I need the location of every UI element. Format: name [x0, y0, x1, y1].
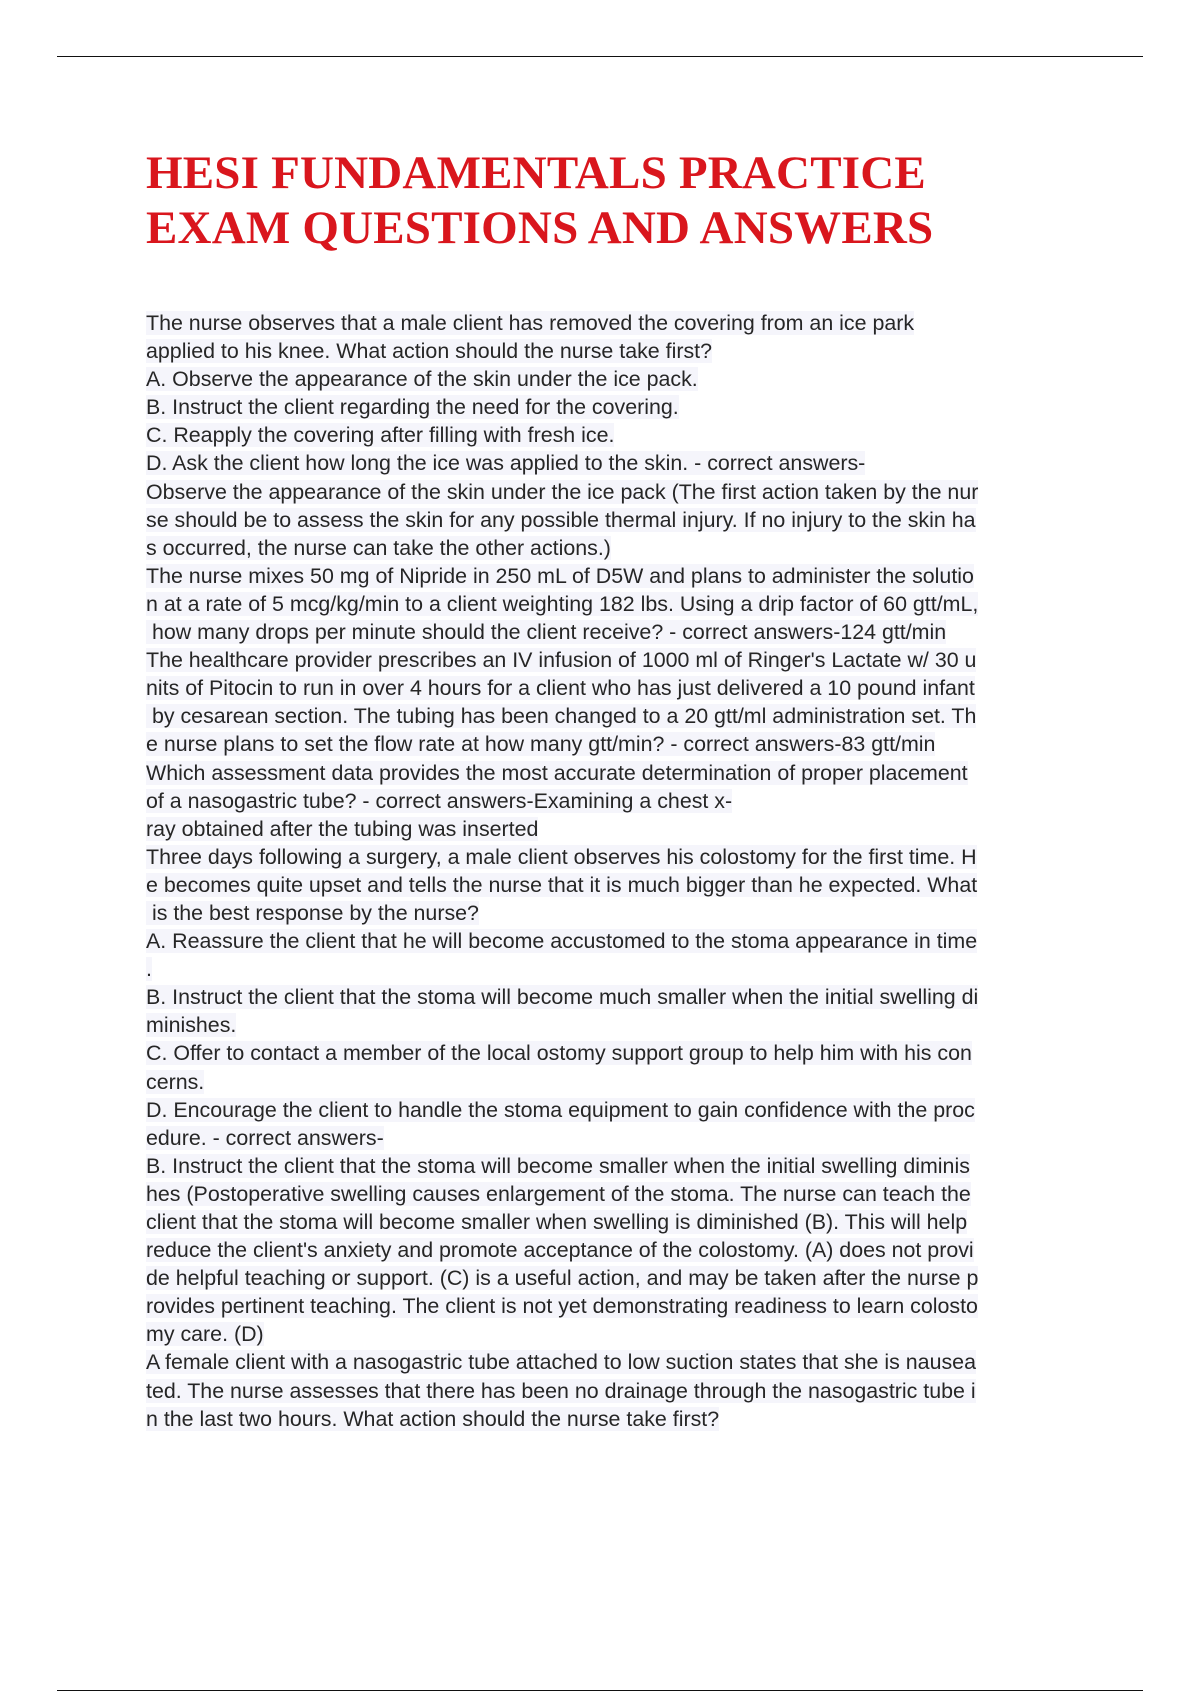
text-line-content: cerns.	[146, 1069, 205, 1094]
text-line-content: ray obtained after the tubing was inserted	[146, 816, 539, 841]
text-line-content: n the last two hours. What action should the nurse take first?	[146, 1406, 720, 1431]
text-line	[146, 730, 1091, 758]
text-line-content: se should be to assess the skin for any possible thermal injury. If no injury to the skin ha	[146, 507, 976, 532]
text-line	[146, 1292, 1091, 1320]
text-line	[146, 618, 1091, 646]
text-line	[146, 1011, 1091, 1039]
text-line-content: The healthcare provider prescribes an IV infusion of 1000 ml of Ringer's Lactate w/ 30 u	[146, 648, 977, 673]
text-line	[146, 1320, 1091, 1348]
text-line	[146, 899, 1091, 927]
text-line-content: is the best response by the nurse?	[146, 900, 479, 925]
text-line	[146, 309, 1091, 337]
document-body	[146, 309, 1091, 1433]
text-line-content: reduce the client's anxiety and promote acceptance of the colostomy. (A) does not provi	[146, 1238, 974, 1263]
text-line-content: B. Instruct the client that the stoma will become much smaller when the initial swelling di	[146, 985, 979, 1010]
text-line-content: hes (Postoperative swelling causes enlargement of the stoma. The nurse can teach the	[146, 1181, 971, 1206]
text-line-content: The nurse observes that a male client has removed the covering from an ice park	[146, 311, 915, 335]
text-line	[146, 506, 1091, 534]
text-line	[146, 983, 1091, 1011]
text-line-content: Observe the appearance of the skin under the ice pack (The first action taken by the nur	[146, 479, 979, 504]
text-line-content: .	[146, 957, 152, 982]
text-line	[146, 337, 1091, 365]
text-line-content: s occurred, the nurse can take the other actions.)	[146, 535, 611, 560]
text-line	[146, 1068, 1091, 1096]
text-line	[146, 871, 1091, 899]
text-line-content: nits of Pitocin to run in over 4 hours for a client who has just delivered a 10 pound infant	[146, 676, 975, 701]
text-line-content: D. Ask the client how long the ice was applied to the skin. - correct answers-	[146, 451, 866, 476]
text-line	[146, 843, 1091, 871]
text-line	[146, 365, 1091, 393]
title-line-1: HESI FUNDAMENTALS PRACTICE	[146, 147, 926, 199]
text-line	[146, 1180, 1091, 1208]
text-line	[146, 590, 1091, 618]
text-line-content: A. Reassure the client that he will become accustomed to the stoma appearance in time	[146, 929, 978, 954]
text-line	[146, 1039, 1091, 1067]
text-line-content: rovides pertinent teaching. The client is not yet demonstrating readiness to learn colosto	[146, 1294, 978, 1319]
footer-rule	[57, 1690, 1143, 1691]
text-line-content: e becomes quite upset and tells the nurse that it is much bigger than he expected. What	[146, 872, 978, 897]
text-line	[146, 955, 1091, 983]
document-title	[146, 146, 1106, 256]
text-line-content: minishes.	[146, 1013, 237, 1038]
text-line-content: de helpful teaching or support. (C) is a useful action, and may be taken after the nurse p	[146, 1266, 979, 1291]
text-line-content: my care. (D)	[146, 1322, 264, 1347]
text-line-content: B. Instruct the client regarding the need for the covering.	[146, 395, 679, 420]
text-line-content: A. Observe the appearance of the skin under the ice pack.	[146, 367, 698, 392]
text-line-content: Three days following a surgery, a male client observes his colostomy for the first time. H	[146, 844, 977, 869]
text-line	[146, 478, 1091, 506]
text-line-content: C. Offer to contact a member of the local ostomy support group to help him with his con	[146, 1041, 972, 1066]
text-line	[146, 1152, 1091, 1180]
text-line	[146, 1377, 1091, 1405]
text-line	[146, 702, 1091, 730]
text-line	[146, 449, 1091, 477]
text-line	[146, 815, 1091, 843]
text-line-content: C. Reapply the covering after filling with fresh ice.	[146, 423, 615, 448]
text-line	[146, 1124, 1091, 1152]
text-line	[146, 1236, 1091, 1264]
text-line-content: A female client with a nasogastric tube attached to low suction states that she is nausea	[146, 1350, 976, 1375]
text-line-content: e nurse plans to set the flow rate at how many gtt/min? - correct answers-83 gtt/min	[146, 732, 936, 757]
title-line-2: EXAM QUESTIONS AND ANSWERS	[146, 202, 934, 254]
text-line-content: applied to his knee. What action should the nurse take first?	[146, 339, 712, 364]
text-line	[146, 1405, 1091, 1433]
text-line-content: D. Encourage the client to handle the stoma equipment to gain confidence with the proc	[146, 1097, 975, 1122]
text-line	[146, 787, 1091, 815]
text-line	[146, 1096, 1091, 1124]
text-line-content: n at a rate of 5 mcg/kg/min to a client weighting 182 lbs. Using a drip factor of 60 gtt/mL,	[146, 591, 979, 616]
text-line-content: edure. - correct answers-	[146, 1125, 384, 1150]
text-line	[146, 927, 1091, 955]
header-rule	[57, 56, 1143, 57]
text-line	[146, 562, 1091, 590]
text-line	[146, 534, 1091, 562]
text-line-content: ted. The nurse assesses that there has been no drainage through the nasogastric tube i	[146, 1378, 976, 1403]
text-line-content: The nurse mixes 50 mg of Nipride in 250 mL of D5W and plans to administer the solutio	[146, 563, 974, 588]
text-line	[146, 393, 1091, 421]
text-line	[146, 646, 1091, 674]
text-line	[146, 1264, 1091, 1292]
text-line	[146, 1348, 1091, 1376]
text-line	[146, 759, 1091, 787]
text-line-content: B. Instruct the client that the stoma will become smaller when the initial swelling diminis	[146, 1153, 970, 1178]
text-line	[146, 421, 1091, 449]
text-line	[146, 1208, 1091, 1236]
text-line	[146, 674, 1091, 702]
text-line-content: of a nasogastric tube? - correct answers-Examining a chest x-	[146, 788, 733, 813]
text-line-content: Which assessment data provides the most accurate determination of proper placement	[146, 760, 968, 785]
text-line-content: how many drops per minute should the client receive? - correct answers-124 gtt/min	[146, 620, 947, 645]
text-line-content: by cesarean section. The tubing has been changed to a 20 gtt/ml administration set. Th	[146, 704, 977, 729]
text-line-content: client that the stoma will become smaller when swelling is diminished (B). This will help	[146, 1210, 968, 1234]
